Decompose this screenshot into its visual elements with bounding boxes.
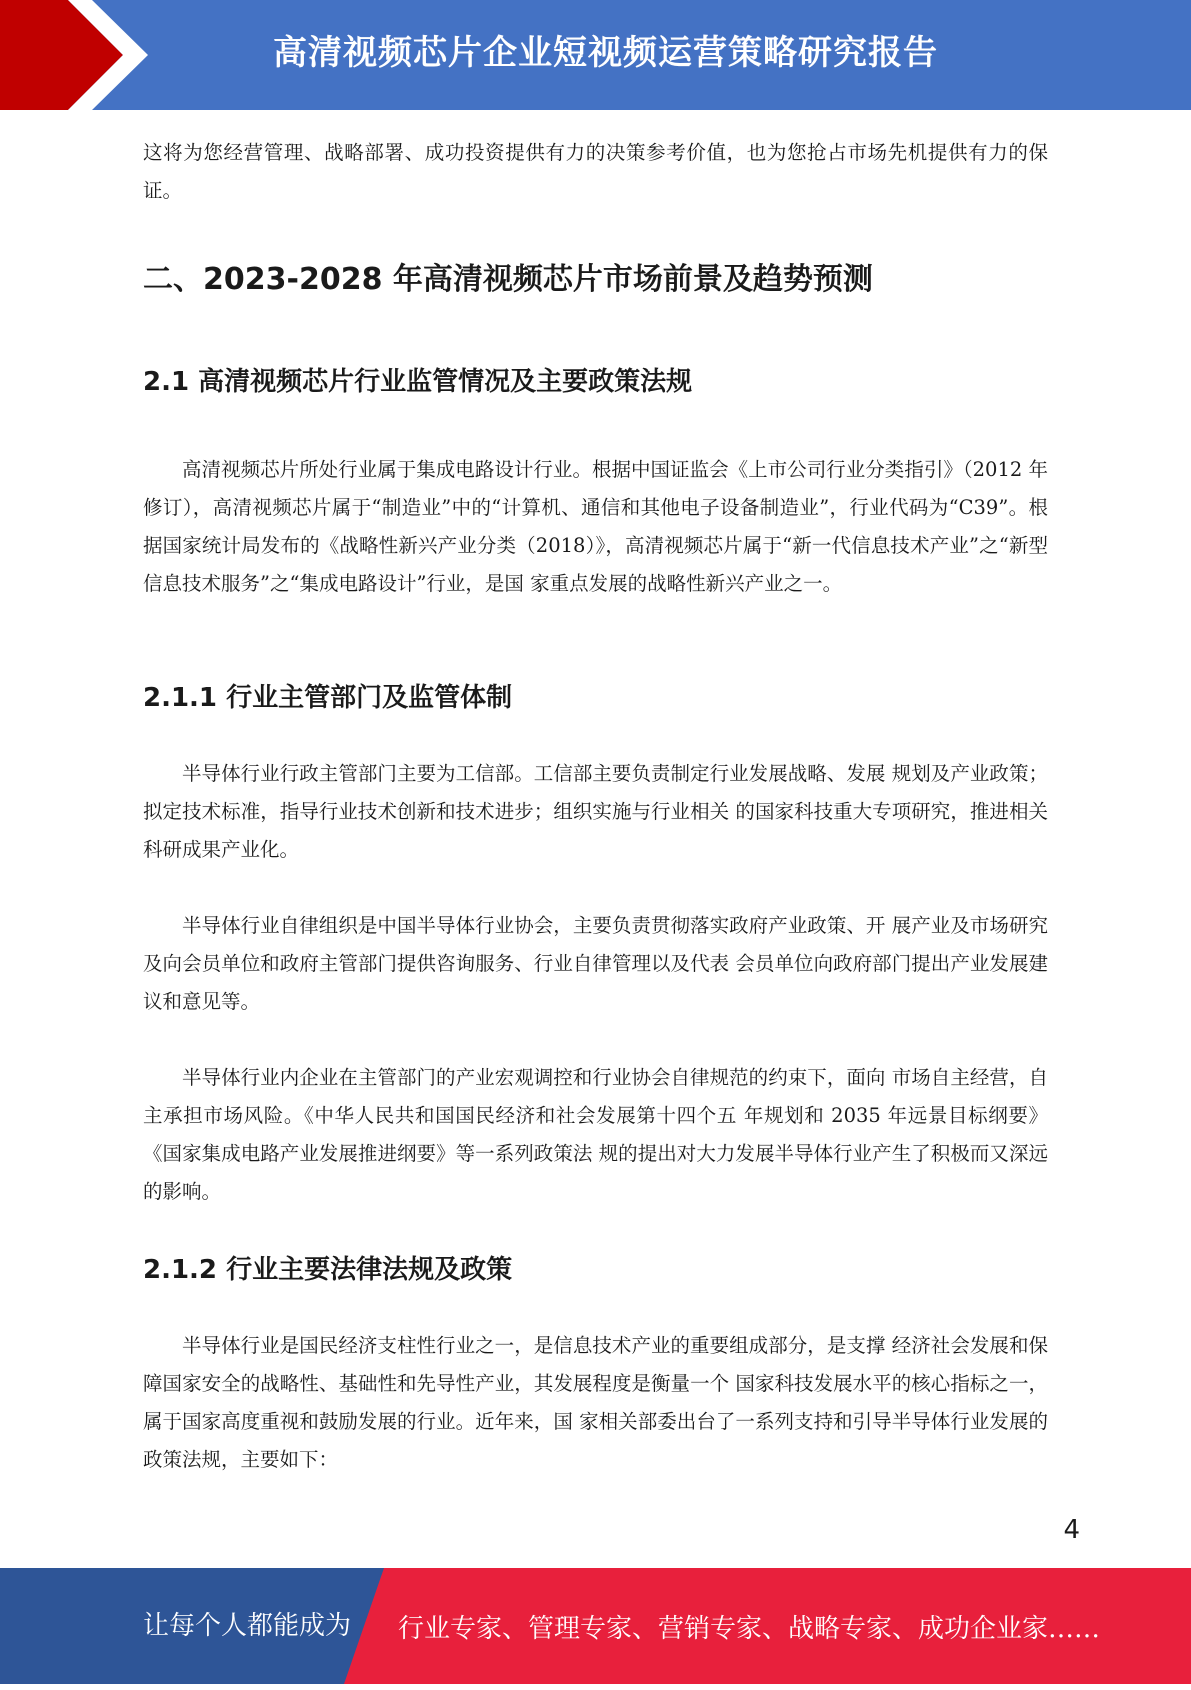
- subsection-2-1-2-title: 2.1.2 行业主要法律法规及政策: [143, 1255, 513, 1285]
- section-title: 二、2023-2028 年高清视频芯片市场前景及趋势预测: [143, 262, 873, 297]
- footer-left-text: 让每个人都能成为: [143, 1611, 352, 1641]
- subsection-2-1-1-paragraph-1: 半导体行业行政主管部门主要为工信部。工信部主要负责制定行业发展战略、发展 规划及产业政策；拟定技术标准，指导行业技术创新和技术进步；组织实施与行业相关 的国家科技重大专项研究，推进相关科研成果产业化。: [143, 762, 1048, 861]
- footer-banner: [0, 1568, 1191, 1684]
- subsection-2-1-title: 2.1 高清视频芯片行业监管情况及主要政策法规: [143, 367, 693, 397]
- intro-paragraph: 这将为您经营管理、战略部署、成功投资提供有力的决策参考价值，也为您抢占市场先机提供有力的保证。: [143, 141, 1048, 202]
- subsection-2-1-1-paragraph-2: 半导体行业自律组织是中国半导体行业协会，主要负责贯彻落实政府产业政策、开 展产业及市场研究及向会员单位和政府主管部门提供咨询服务、行业自律管理以及代表 会员单位向政府部门提出产业发展建议和意见等。: [143, 914, 1048, 1013]
- page-number: 4: [1063, 1515, 1080, 1545]
- footer-right-text: 行业专家、管理专家、营销专家、战略专家、成功企业家……: [398, 1614, 1101, 1644]
- subsection-2-1-1-title: 2.1.1 行业主管部门及监管体制: [143, 683, 513, 713]
- subsection-2-1-1-paragraph-3: 半导体行业内企业在主管部门的产业宏观调控和行业协会自律规范的约束下，面向 市场自主经营，自主承担市场风险。《中华人民共和国国民经济和社会发展第十四个五 年规划和 2035 年远景目标纲要》《国家集成电路产业发展推进纲要》等一系列政策法 规的提出对大力发展半导体行业产生了积极而又深远的影响。: [143, 1066, 1048, 1203]
- header-banner: [0, 0, 1191, 110]
- subsection-2-1-2-paragraph: 半导体行业是国民经济支柱性行业之一，是信息技术产业的重要组成部分，是支撑 经济社会发展和保障国家安全的战略性、基础性和先导性产业，其发展程度是衡量一个 国家科技发展水平的核心指标之一，属于国家高度重视和鼓励发展的行业。近年来，国 家相关部委出台了一系列支持和引导半导体行业发展的政策法规，主要如下：: [143, 1334, 1048, 1471]
- header-title: 高清视频芯片企业短视频运营策略研究报告: [273, 33, 938, 73]
- subsection-2-1-paragraph: 高清视频芯片所处行业属于集成电路设计行业。根据中国证监会《上市公司行业分类指引》（2012 年修订），高清视频芯片属于“制造业”中的“计算机、通信和其他电子设备制造业”，行业代码为“C39”。根据国家统计局发布的《战略性新兴产业分类（2018）》，高清视频芯片属于“新一代信息技术产业”之“新型信息技术服务”之“集成电路设计”行业，是国 家重点发展的战略性新兴产业之一。: [143, 458, 1048, 595]
